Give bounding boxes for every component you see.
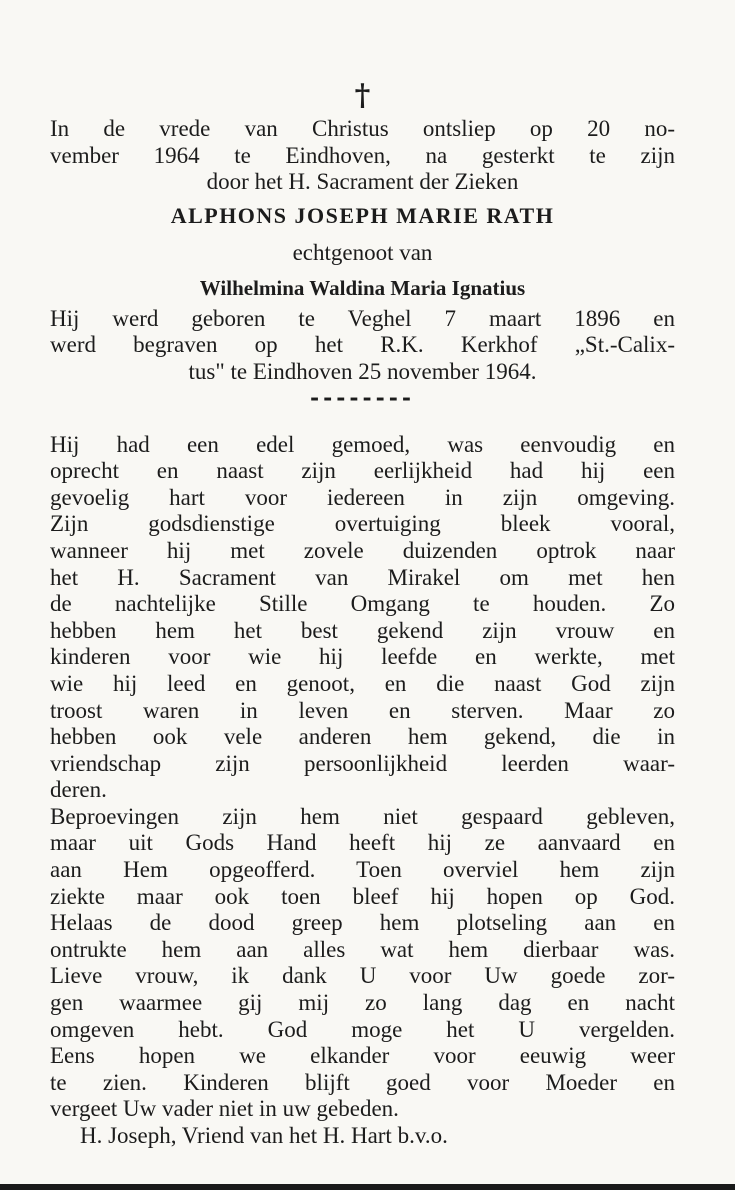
- birth-burial-line: tus" te Eindhoven 25 november 1964.: [188, 358, 537, 384]
- body-line: Eens hopen we elkander voor eeuwig weer: [50, 1043, 675, 1069]
- body-line: wie hij leed en genoot, en die naast God zijn: [50, 670, 675, 696]
- body-line: vergeet Uw vader niet in uw gebeden.: [50, 1096, 399, 1122]
- announcement-line: vember 1964 te Eindhoven, na gesterkt te zijn: [50, 142, 675, 168]
- body-line: het H. Sacrament van Mirakel om met hen: [50, 564, 675, 590]
- announcement-text: [50, 116, 675, 196]
- divider: --------: [309, 384, 416, 411]
- relation-label: echtgenoot van: [292, 239, 433, 265]
- body-text: [50, 432, 675, 1123]
- body-line: de nachtelijke Stille Omgang te houden. Zo: [50, 591, 675, 617]
- body-line: Zijn godsdienstige overtuiging bleek vooral,: [50, 511, 675, 537]
- body-line: Lieve vrouw, ik dank U voor Uw goede zor-: [50, 963, 675, 989]
- body-line: Beproevingen zijn hem niet gespaard gebleven,: [50, 803, 675, 829]
- body-line: te zien. Kinderen blijft goed voor Moeder en: [50, 1069, 675, 1095]
- body-line: maar uit Gods Hand heeft hij ze aanvaard en: [50, 830, 675, 856]
- announcement-line: door het H. Sacrament der Zieken: [206, 169, 519, 195]
- body-line: troost waren in leven en sterven. Maar zo: [50, 697, 675, 723]
- body-line: hebben ook vele anderen hem gekend, die in: [50, 724, 675, 750]
- body-line: hebben hem het best gekend zijn vrouw en: [50, 617, 675, 643]
- birth-burial-line: werd begraven op het R.K. Kerkhof „St.-Calix-: [50, 332, 675, 358]
- body-line: vriendschap zijn persoonlijkheid leerden waar-: [50, 750, 675, 776]
- body-line: aan Hem opgeofferd. Toen overviel hem zijn: [50, 857, 675, 883]
- birth-burial-line: Hij werd geboren te Veghel 7 maart 1896 en: [50, 305, 675, 331]
- body-line: Helaas de dood greep hem plotseling aan en: [50, 910, 675, 936]
- body-line: kinderen voor wie hij leefde en werkte, met: [50, 644, 675, 670]
- announcement-line: In de vrede van Christus ontsliep op 20 no-: [50, 116, 675, 141]
- birth-burial-text: [50, 306, 675, 386]
- body-line: omgeven hebt. God moge het U vergelden.: [50, 1016, 675, 1042]
- body-line: oprecht en naast zijn eerlijkheid had hij een: [50, 458, 675, 484]
- body-line: wanneer hij met zovele duizenden optrok naar: [50, 537, 675, 563]
- body-line: gen waarmee gij mij zo lang dag en nacht: [50, 990, 675, 1016]
- cross-icon: †: [354, 78, 371, 113]
- body-line: Hij had een edel gemoed, was eenvoudig en: [50, 431, 675, 457]
- body-line: ontrukte hem aan alles wat hem dierbaar was.: [50, 936, 675, 962]
- spouse-name: Wilhelmina Waldina Maria Ignatius: [199, 275, 526, 300]
- body-line: gevoelig hart voor iedereen in zijn omgeving.: [50, 484, 675, 510]
- prayer-line: H. Joseph, Vriend van het H. Hart b.v.o.: [80, 1123, 448, 1148]
- deceased-name: ALPHONS JOSEPH MARIE RATH: [170, 202, 555, 228]
- body-line: ziekte maar ook toen bleef hij hopen op God.: [50, 883, 675, 909]
- bottom-border: [0, 1184, 735, 1190]
- card-content: [50, 78, 675, 1150]
- body-line: deren.: [50, 777, 107, 803]
